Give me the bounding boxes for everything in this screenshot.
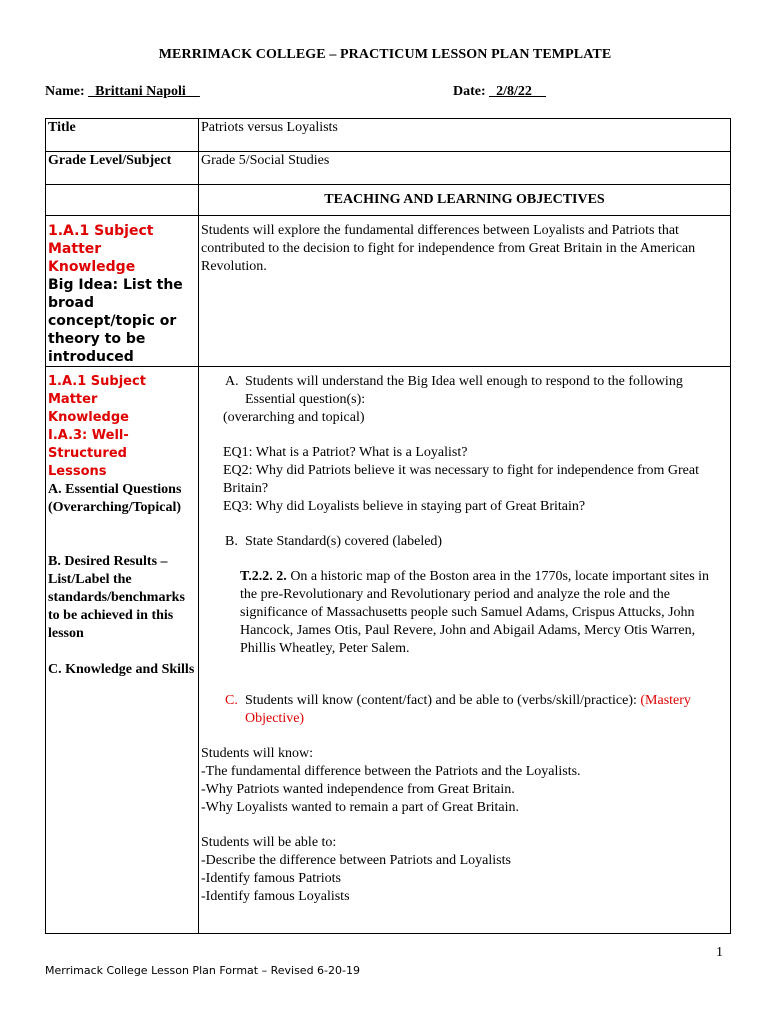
- eq2: EQ2: Why did Patriots believe it was necessary to fight for independence from Great Britain?: [223, 463, 699, 496]
- main-objectives-row: [46, 367, 731, 934]
- able-heading: Students will be able to:: [201, 835, 337, 850]
- objectives-header-row: [46, 185, 731, 216]
- eq3: EQ3: Why did Loyalists believe in staying part of Great Britain?: [223, 499, 586, 514]
- subject-matter-standard-2: Knowledge: [48, 410, 129, 425]
- knowledge-skills-label: C. Knowledge and Skills: [48, 662, 195, 677]
- section-a: [201, 373, 728, 409]
- title-row: [46, 119, 731, 152]
- state-standard: [201, 568, 728, 658]
- section-a-sub: (overarching and topical): [223, 410, 365, 425]
- name-value: _Brittani Napoli__: [88, 84, 200, 99]
- standard-code: T.2.2. 2.: [240, 569, 287, 584]
- section-c: [201, 692, 728, 728]
- desired-results-label: B. Desired Results – List/Label the standards/benchmarks to be achieved in this lesson: [48, 554, 185, 641]
- section-b-text: State Standard(s) covered (labeled): [245, 534, 443, 549]
- name-label: Name:: [45, 84, 89, 99]
- able-item: -Describe the difference between Patriots and Loyalists: [201, 853, 511, 868]
- section-a-text: Students will understand the Big Idea well enough to respond to the following Essential question(s):: [245, 374, 683, 407]
- section-b-marker: B.: [225, 534, 238, 549]
- title-label: Title: [46, 119, 199, 152]
- title-value: Patriots versus Loyalists: [199, 119, 731, 152]
- mastery-objective: (Mastery Objective): [245, 693, 691, 726]
- big-idea-text: Students will explore the fundamental differences between Loyalists and Patriots that contributed to the decision to fight for independence from Great Britain in the American Revolution.: [199, 216, 731, 367]
- big-idea-row: [46, 216, 731, 367]
- section-c-text: Students will know (content/fact) and be able to (verbs/skill/practice):: [245, 693, 641, 708]
- grade-row: [46, 152, 731, 185]
- grade-value: Grade 5/Social Studies: [199, 152, 731, 185]
- name-field: [45, 84, 200, 100]
- section-c-marker: C.: [225, 693, 238, 708]
- objectives-header: TEACHING AND LEARNING OBJECTIVES: [199, 185, 731, 216]
- know-item: -Why Loyalists wanted to remain a part of Great Britain.: [201, 800, 520, 815]
- essential-questions-label: A. Essential Questions (Overarching/Topical): [48, 482, 182, 515]
- footer-text: Merrimack College Lesson Plan Format – Revised 6-20-19: [45, 964, 360, 977]
- main-left-column: [46, 367, 199, 934]
- well-structured-standard: I.A.3: Well-Structured: [48, 428, 129, 461]
- big-idea-standard-2: Knowledge: [48, 259, 136, 275]
- date-value: _2/8/22__: [489, 84, 546, 99]
- able-item: -Identify famous Patriots: [201, 871, 341, 886]
- know-heading: Students will know:: [201, 746, 314, 761]
- able-item: -Identify famous Loyalists: [201, 889, 350, 904]
- objectives-header-empty: [46, 185, 199, 216]
- date-field: [453, 84, 546, 100]
- well-structured-standard-2: Lessons: [48, 464, 107, 479]
- know-item: -Why Patriots wanted independence from Great Britain.: [201, 782, 515, 797]
- big-idea-prompt: Big Idea: List the broad concept/topic or theory to be introduced: [48, 277, 183, 365]
- eq1: EQ1: What is a Patriot? What is a Loyalist?: [223, 445, 468, 460]
- subject-matter-standard: 1.A.1 Subject Matter: [48, 374, 146, 407]
- main-right-column: [199, 367, 731, 934]
- section-a-marker: A.: [225, 374, 239, 389]
- big-idea-standard: 1.A.1 Subject Matter: [48, 223, 154, 257]
- big-idea-label: [46, 216, 199, 367]
- know-item: -The fundamental difference between the Patriots and the Loyalists.: [201, 764, 581, 779]
- standard-text: On a historic map of the Boston area in the 1770s, locate important sites in the pre-Revolutionary and Revolutionary period and analyze the role and the significance of Massachusetts people such Samuel Adams, Crispus Attucks, John Hancock, James Otis, Paul Revere, John and Abigail Adams, Mercy Otis Warren, Phillis Wheatley, Peter Salem.: [240, 569, 710, 656]
- date-label: Date:: [453, 84, 490, 99]
- lesson-plan-table: [45, 118, 731, 934]
- document-title: MERRIMACK COLLEGE – PRACTICUM LESSON PLAN TEMPLATE: [158, 47, 612, 62]
- section-b: [201, 533, 728, 551]
- grade-label: Grade Level/Subject: [46, 152, 199, 185]
- page-number: 1: [716, 945, 723, 960]
